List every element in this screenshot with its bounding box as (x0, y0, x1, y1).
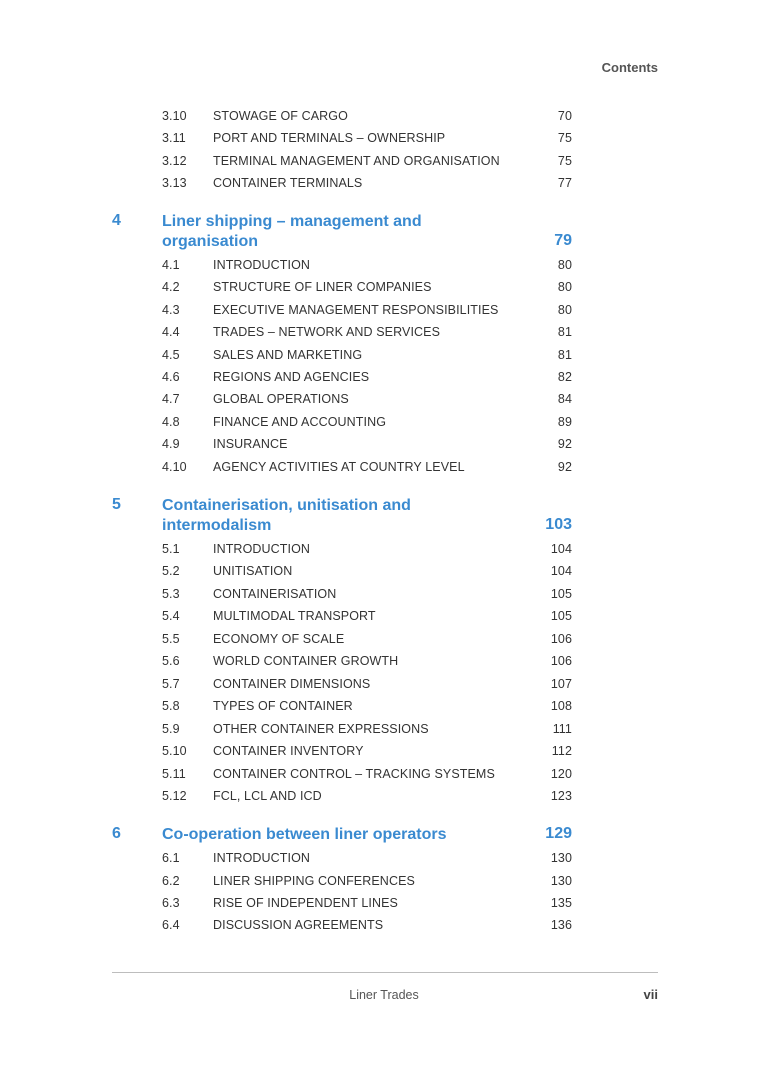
section-title: STRUCTURE OF LINER COMPANIES (213, 280, 432, 294)
chapter-title-line: Liner shipping – management and (162, 213, 422, 230)
section-page: 77 (557, 176, 572, 190)
section-title: FCL, LCL AND ICD (213, 789, 322, 803)
section-page: 112 (551, 744, 572, 758)
section-page: 81 (557, 325, 572, 339)
section-page: 92 (557, 460, 572, 474)
section-title: FINANCE AND ACCOUNTING (213, 415, 387, 429)
section-page: 106 (550, 632, 572, 646)
section-number: 3.12 (162, 154, 187, 168)
chapter-page: 129 (545, 825, 572, 842)
toc-entry[interactable] (0, 415, 768, 437)
toc-entry[interactable] (0, 609, 768, 631)
chapter-title (162, 496, 502, 536)
toc-entry[interactable] (0, 280, 768, 302)
section-page: 82 (557, 370, 572, 384)
toc-entry[interactable] (0, 587, 768, 609)
toc-entry[interactable] (0, 154, 768, 176)
section-page: 105 (550, 587, 572, 601)
toc-entry[interactable] (0, 918, 768, 940)
footer-page-number: vii (643, 987, 658, 1002)
section-page: 70 (557, 109, 572, 123)
toc-entry[interactable] (0, 564, 768, 586)
section-title: WORLD CONTAINER GROWTH (213, 654, 399, 668)
section-number: 5.2 (162, 564, 180, 578)
section-page: 80 (557, 280, 572, 294)
toc-entry[interactable] (0, 437, 768, 459)
toc-entry[interactable] (0, 348, 768, 370)
section-number: 4.4 (162, 325, 180, 339)
section-title: TYPES OF CONTAINER (213, 699, 353, 713)
section-number: 5.8 (162, 699, 180, 713)
section-number: 5.11 (162, 767, 186, 781)
section-page: 130 (550, 851, 572, 865)
section-number: 5.12 (162, 789, 187, 803)
chapter-number: 5 (112, 496, 121, 513)
chapter-title-line: organisation (162, 233, 259, 250)
section-title: INTRODUCTION (213, 542, 311, 556)
section-title: STOWAGE OF CARGO (213, 109, 348, 123)
toc-entry[interactable] (0, 303, 768, 325)
section-page: 104 (550, 542, 572, 556)
footer-book-title: Liner Trades (349, 988, 419, 1002)
section-page: 80 (557, 303, 572, 317)
toc-entry[interactable] (0, 370, 768, 392)
section-page: 120 (550, 767, 572, 781)
toc-entry[interactable] (0, 632, 768, 654)
section-page: 107 (550, 677, 572, 691)
section-title: CONTAINERISATION (213, 587, 337, 601)
toc-entry[interactable] (0, 654, 768, 676)
toc-entry[interactable] (0, 677, 768, 699)
toc-entry[interactable] (0, 258, 768, 280)
section-title: REGIONS AND AGENCIES (213, 370, 370, 384)
section-title: TERMINAL MANAGEMENT AND ORGANISATION (213, 154, 500, 168)
chapter-number: 4 (112, 212, 121, 229)
section-number: 4.6 (162, 370, 180, 384)
chapter-page: 103 (545, 516, 572, 533)
section-number: 4.2 (162, 280, 180, 294)
toc-entry[interactable] (0, 109, 768, 131)
section-title: INTRODUCTION (213, 258, 311, 272)
section-title: UNITISATION (213, 564, 293, 578)
section-page: 92 (557, 437, 572, 451)
section-page: 111 (552, 722, 572, 736)
section-title: TRADES – NETWORK AND SERVICES (213, 325, 441, 339)
toc-entry[interactable] (0, 699, 768, 721)
footer-divider (112, 972, 658, 973)
section-title: GLOBAL OPERATIONS (213, 392, 349, 406)
section-title: CONTAINER INVENTORY (213, 744, 364, 758)
chapter-title (162, 212, 502, 252)
section-number: 5.5 (162, 632, 180, 646)
chapter-title-line: Co-operation between liner operators (162, 826, 447, 843)
section-number: 5.7 (162, 677, 180, 691)
section-title: INTRODUCTION (213, 851, 311, 865)
section-title: AGENCY ACTIVITIES AT COUNTRY LEVEL (213, 460, 465, 474)
section-number: 5.3 (162, 587, 180, 601)
section-title: LINER SHIPPING CONFERENCES (213, 874, 415, 888)
chapter-number: 6 (112, 825, 121, 842)
section-number: 4.1 (162, 258, 180, 272)
toc-entry[interactable] (0, 131, 768, 153)
toc-entry[interactable] (0, 325, 768, 347)
section-page: 105 (550, 609, 572, 623)
section-title: CONTAINER TERMINALS (213, 176, 363, 190)
section-title: PORT AND TERMINALS – OWNERSHIP (213, 131, 446, 145)
section-page: 106 (550, 654, 572, 668)
section-title: INSURANCE (213, 437, 288, 451)
toc-entry[interactable] (0, 789, 768, 811)
section-title: EXECUTIVE MANAGEMENT RESPONSIBILITIES (213, 303, 499, 317)
section-page: 84 (557, 392, 572, 406)
section-page: 75 (557, 131, 572, 145)
section-number: 3.13 (162, 176, 187, 190)
section-number: 4.9 (162, 437, 180, 451)
toc-entry[interactable] (0, 851, 768, 873)
section-number: 4.8 (162, 415, 180, 429)
toc-entry[interactable] (0, 767, 768, 789)
section-title: CONTAINER CONTROL – TRACKING SYSTEMS (213, 767, 495, 781)
section-number: 5.9 (162, 722, 180, 736)
section-title: MULTIMODAL TRANSPORT (213, 609, 376, 623)
chapter-title-line: Containerisation, unitisation and (162, 497, 411, 514)
section-number: 4.10 (162, 460, 187, 474)
section-page: 89 (557, 415, 572, 429)
section-title: OTHER CONTAINER EXPRESSIONS (213, 722, 429, 736)
chapter-title (162, 825, 502, 845)
toc-entry[interactable] (0, 874, 768, 896)
toc-entry[interactable] (0, 744, 768, 766)
section-number: 4.3 (162, 303, 180, 317)
toc-entry[interactable] (0, 542, 768, 564)
section-number: 6.3 (162, 896, 180, 910)
section-page: 135 (550, 896, 572, 910)
running-header: Contents (601, 60, 658, 75)
section-number: 6.4 (162, 918, 180, 932)
section-page: 136 (550, 918, 572, 932)
section-page: 75 (557, 154, 572, 168)
toc-entry[interactable] (0, 896, 768, 918)
section-page: 81 (557, 348, 572, 362)
section-number: 3.11 (162, 131, 186, 145)
section-page: 108 (550, 699, 572, 713)
toc-entry[interactable] (0, 392, 768, 414)
section-number: 5.1 (162, 542, 180, 556)
section-number: 6.2 (162, 874, 180, 888)
section-number: 4.7 (162, 392, 180, 406)
section-number: 3.10 (162, 109, 187, 123)
section-title: SALES AND MARKETING (213, 348, 363, 362)
section-number: 5.6 (162, 654, 180, 668)
chapter-page: 79 (554, 232, 572, 249)
section-page: 123 (550, 789, 572, 803)
section-page: 104 (550, 564, 572, 578)
section-number: 4.5 (162, 348, 180, 362)
toc-entry[interactable] (0, 176, 768, 198)
section-title: CONTAINER DIMENSIONS (213, 677, 371, 691)
section-number: 5.4 (162, 609, 180, 623)
section-title: DISCUSSION AGREEMENTS (213, 918, 384, 932)
section-page: 130 (550, 874, 572, 888)
section-title: ECONOMY OF SCALE (213, 632, 345, 646)
section-page: 80 (557, 258, 572, 272)
toc-entry[interactable] (0, 722, 768, 744)
chapter-title-line: intermodalism (162, 517, 272, 534)
section-number: 6.1 (162, 851, 180, 865)
section-number: 5.10 (162, 744, 187, 758)
toc-entry[interactable] (0, 460, 768, 482)
section-title: RISE OF INDEPENDENT LINES (213, 896, 398, 910)
